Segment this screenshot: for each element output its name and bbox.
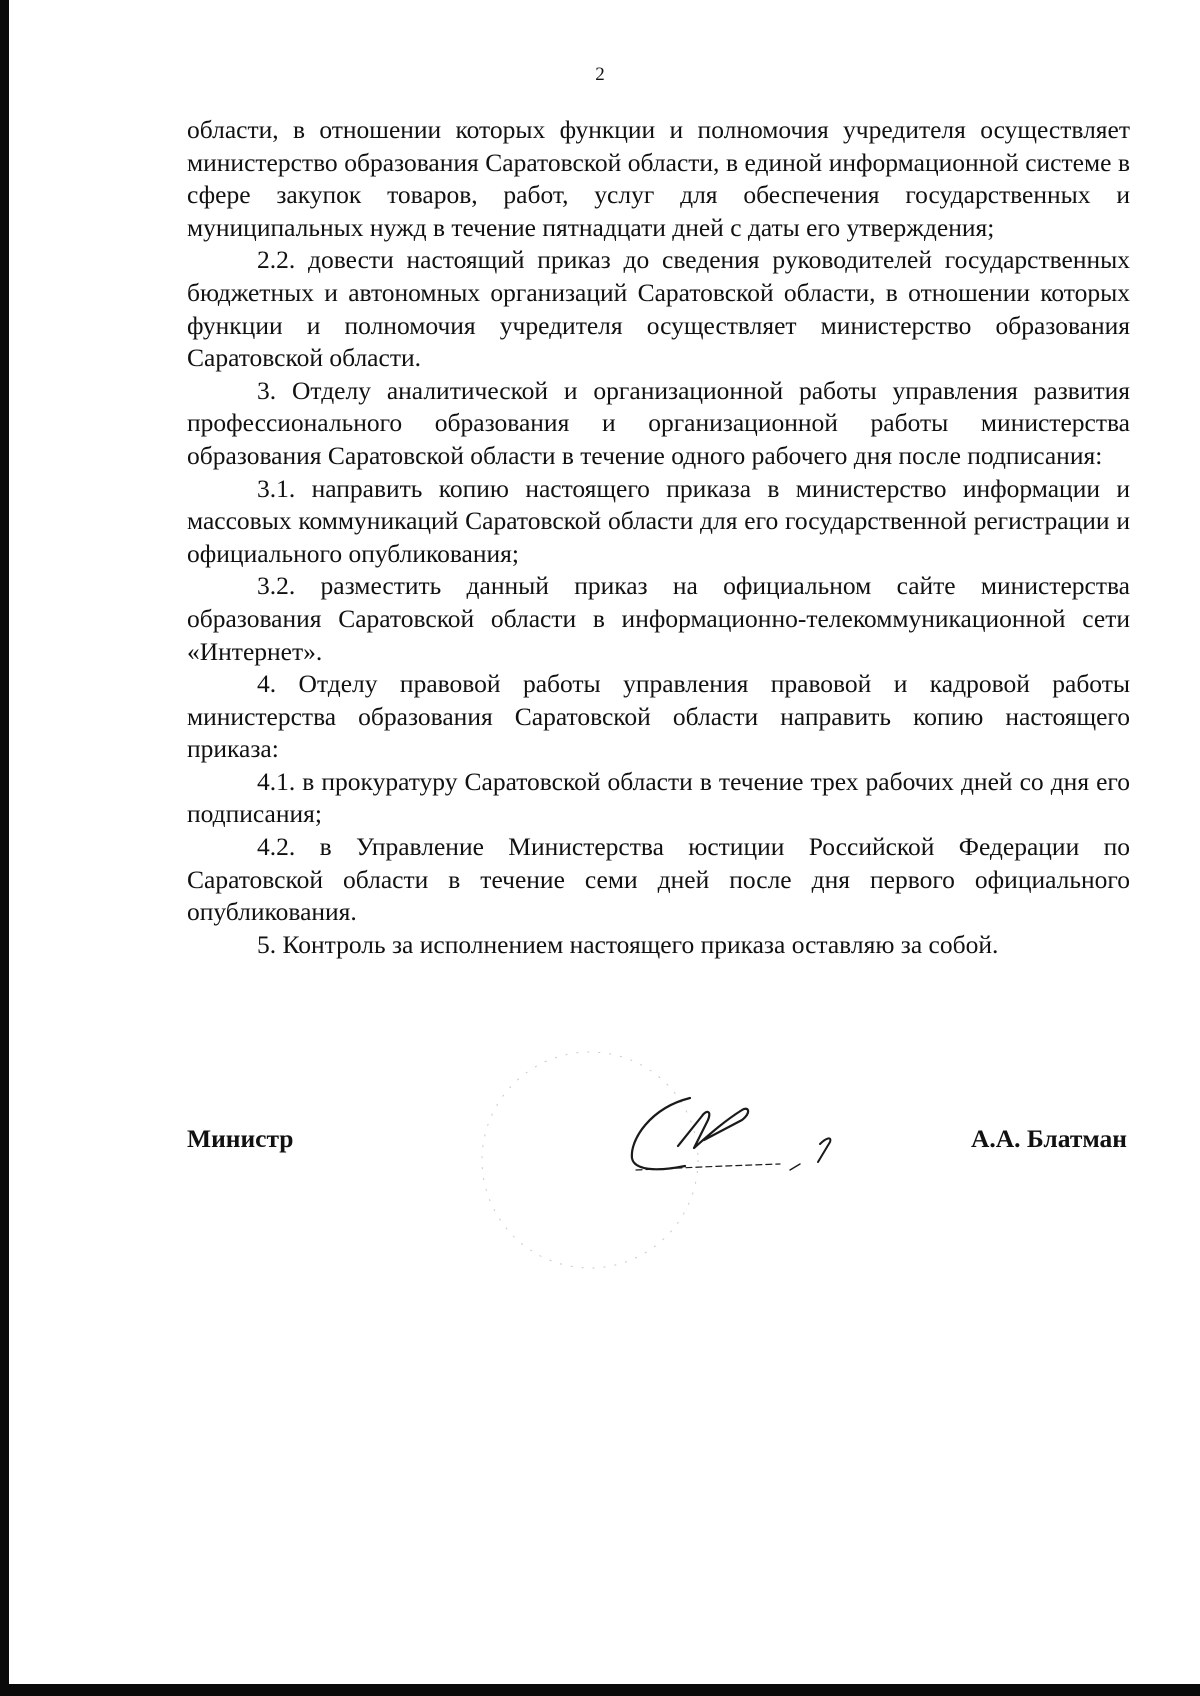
paragraph-4-2: 4.2. в Управление Министерства юстиции Российской Федерации по Саратовской области в течение семи дней после дня первого официального опубликования.	[187, 832, 1130, 927]
paragraph-3: 3. Отделу аналитической и организационной работы управления развития профессионального образования и организационной работы министерства образования Саратовской области в течение одного рабочего дня после подписания:	[187, 375, 1130, 470]
scan-edge-left	[0, 0, 9, 1696]
paragraph-continuation: области, в отношении которых функции и полномочия учредителя осуществляет министерство образования Саратовской области, в единой информационной системе в сфере закупок товаров, работ, услуг для обеспечения государственных и муниципальных нужд в течение пятнадцати дней с даты его утверждения;	[187, 115, 1130, 242]
paragraph-4-1: 4.1. в прокуратуру Саратовской области в течение трех рабочих дней со дня его подписания;	[187, 766, 1130, 829]
document-body	[187, 114, 1130, 961]
paragraph-3-2: 3.2. разместить данный приказ на официальном сайте министерства образования Саратовской области в информационно-телекоммуникационной сети «Интернет».	[187, 571, 1130, 666]
paragraph-3-1: 3.1. направить копию настоящего приказа в министерство информации и массовых коммуникаций Саратовской области для его государственной регистрации и официального опубликования;	[187, 473, 1130, 568]
signatory-name: А.А. Блатман	[970, 1124, 1127, 1153]
signatory-position: Министр	[187, 1124, 294, 1153]
paragraph-4: 4. Отделу правовой работы управления правовой и кадровой работы министерства образования Саратовской области направить копию настоящего приказа:	[187, 669, 1130, 764]
signature-block	[187, 1124, 1127, 1164]
scan-edge-bottom	[0, 1684, 1200, 1696]
page-number: 2	[595, 64, 605, 85]
paragraph-5: 5. Контроль за исполнением настоящего приказа оставляю за собой.	[257, 929, 999, 959]
paragraph-2-2: 2.2. довести настоящий приказ до сведения руководителей государственных бюджетных и автономных организаций Саратовской области, в отношении которых функции и полномочия учредителя осуществляет министерство образования Саратовской области.	[187, 245, 1130, 373]
